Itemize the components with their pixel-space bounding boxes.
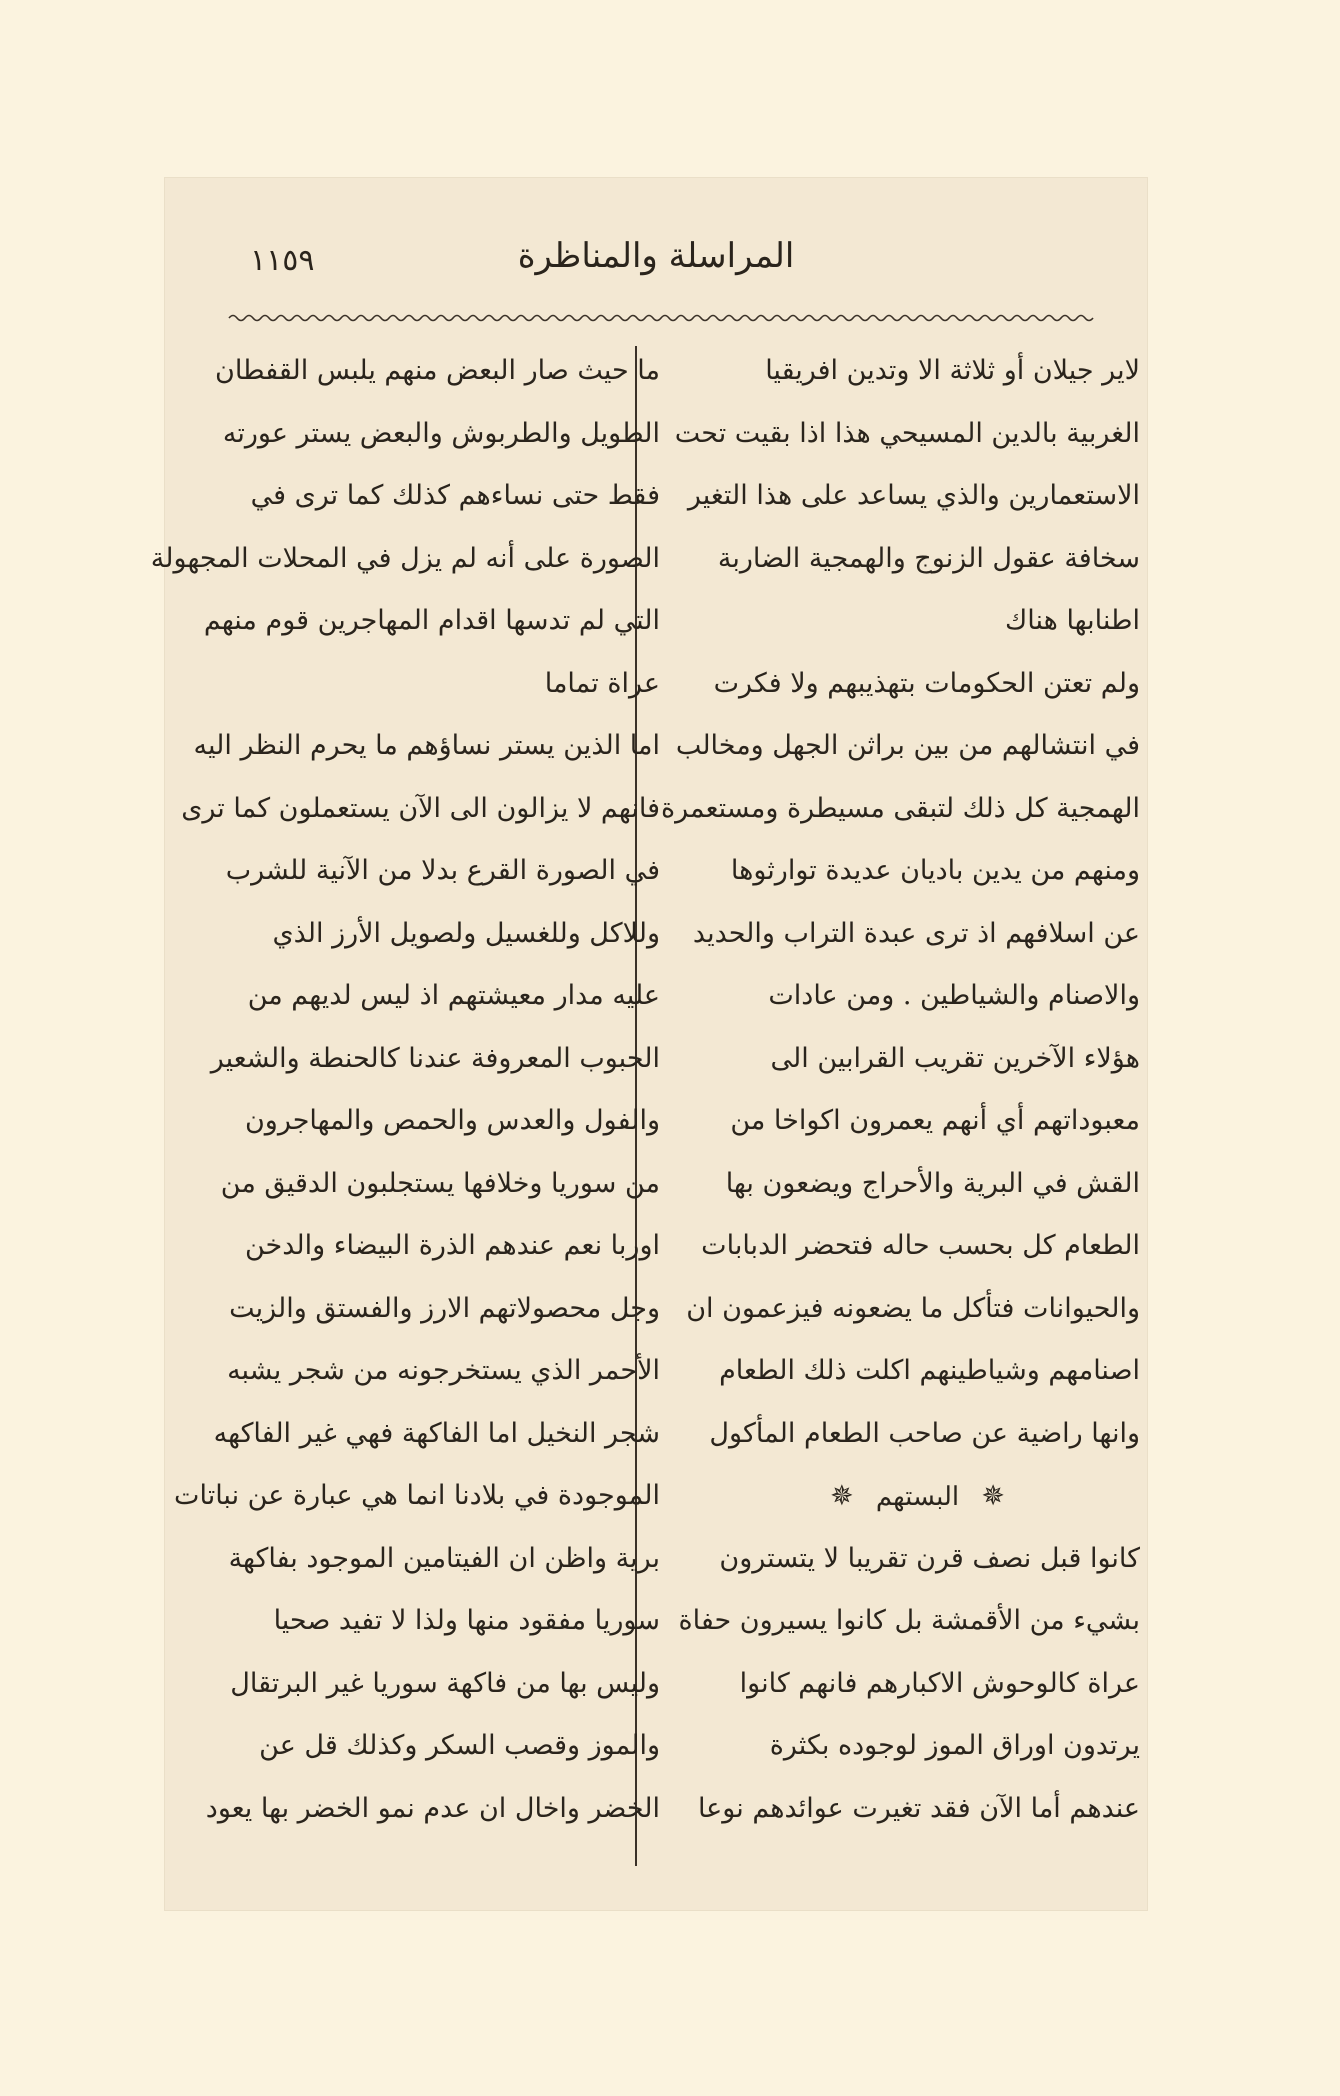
- text-line: سوريا مفقود منها ولذا لا تفيد صحيا: [273, 1605, 660, 1636]
- text-line: معبوداتهم أي أنهم يعمرون اكواخا من: [730, 1105, 1140, 1136]
- text-line: الصورة على أنه لم يزل في المحلات المجهولة: [150, 542, 660, 574]
- text-line: بشيء من الأقمشة بل كانوا يسيرون حفاة: [678, 1605, 1140, 1636]
- text-line: اوربا نعم عندهم الذرة البيضاء والدخن: [244, 1230, 660, 1261]
- text-line: الموجودة في بلادنا انما هي عبارة عن نباتات: [174, 1480, 660, 1511]
- section-heading-text: البستهم: [875, 1482, 960, 1512]
- book-page: [150, 178, 1147, 1910]
- text-line: اما الذين يستر نساؤهم ما يحرم النظر اليه: [193, 730, 660, 761]
- text-line: الخضر واخال ان عدم نمو الخضر بها يعود: [205, 1792, 660, 1824]
- text-line: لاير جيلان أو ثلاثة الا وتدين افريقيا: [765, 355, 1140, 386]
- text-line: اصنامهم وشياطينهم اكلت ذلك الطعام: [719, 1355, 1140, 1386]
- section-heading: [695, 1465, 1140, 1528]
- text-line: الغربية بالدين المسيحي هذا اذا بقيت تحت: [674, 417, 1140, 449]
- ornament-star-icon: ✵: [981, 1479, 1005, 1512]
- text-line: عندهم أما الآن فقد تغيرت عوائدهم نوعا: [697, 1792, 1140, 1824]
- text-line: والموز وقصب السكر وكذلك قل عن: [259, 1730, 660, 1761]
- text-line: فقط حتى نساءهم كذلك كما ترى في: [250, 480, 660, 511]
- text-line: كانوا قبل نصف قرن تقريبا لا يتسترون: [719, 1542, 1140, 1574]
- text-line: شجر النخيل اما الفاكهة فهي غير الفاكهه: [213, 1417, 660, 1449]
- text-line: فانهم لا يزالون الى الآن يستعملون كما ترى: [181, 792, 660, 824]
- page-header: [165, 178, 1147, 308]
- text-line: الاستعمارين والذي يساعد على هذا التغير: [687, 480, 1140, 511]
- text-line: سخافة عقول الزنوج والهمجية الضاربة: [717, 542, 1140, 574]
- text-line: عليه مدار معيشتهم اذ ليس لديهم من: [247, 980, 660, 1011]
- text-line: ما حيث صار البعض منهم يلبس القفطان: [215, 355, 660, 386]
- text-line: القش في البرية والأحراج ويضعون بها: [725, 1167, 1140, 1199]
- text-line: الأحمر الذي يستخرجونه من شجر يشبه: [227, 1355, 660, 1386]
- text-line: ولم تعتن الحكومات بتهذيبهم ولا فكرت: [713, 667, 1140, 699]
- text-columns: [150, 340, 1140, 1880]
- text-line: من سوريا وخلافها يستجلبون الدقيق من: [220, 1167, 660, 1199]
- text-line: الهمجية كل ذلك لتبقى مسيطرة ومستعمرة: [660, 792, 1140, 824]
- text-line: الطعام كل بحسب حاله فتحضر الدبابات: [701, 1230, 1140, 1261]
- text-line: في الصورة القرع بدلا من الآنية للشرب: [225, 855, 660, 886]
- text-line: وليس بها من فاكهة سوريا غير البرتقال: [230, 1667, 660, 1699]
- text-line: والاصنام والشياطين . ومن عادات: [768, 980, 1140, 1011]
- text-line: عراة تماما: [544, 667, 660, 699]
- text-line: التي لم تدسها اقدام المهاجرين قوم منهم: [203, 605, 660, 636]
- left-column: [150, 340, 660, 1840]
- ornament-star-icon: ✵: [830, 1479, 854, 1512]
- page-number: ١١٥٩: [250, 243, 315, 278]
- text-line: والحيوانات فتأكل ما يضعونه فيزعمون ان: [686, 1292, 1140, 1324]
- text-line: برية واظن ان الفيتامين الموجود بفاكهة: [228, 1542, 660, 1574]
- text-line: وجل محصولاتهم الارز والفستق والزيت: [229, 1292, 660, 1324]
- wavy-header-rule: [229, 313, 1095, 323]
- text-line: الحبوب المعروفة عندنا كالحنطة والشعير: [210, 1042, 660, 1074]
- text-line: ومنهم من يدين باديان عديدة توارثوها: [730, 855, 1140, 886]
- text-line: الطويل والطربوش والبعض يستر عورته: [222, 417, 660, 449]
- text-line: عراة كالوحوش الاكبارهم فانهم كانوا: [739, 1667, 1140, 1699]
- text-line: وانها راضية عن صاحب الطعام المأكول: [709, 1417, 1140, 1449]
- text-line: هؤلاء الآخرين تقريب القرابين الى: [770, 1042, 1140, 1074]
- running-title: المراسلة والمناظرة: [517, 236, 795, 276]
- text-line: وللاكل وللغسيل ولصويل الأرز الذي: [272, 917, 660, 949]
- text-line: عن اسلافهم اذ ترى عبدة التراب والحديد: [692, 917, 1140, 949]
- text-line: في انتشالهم من بين براثن الجهل ومخالب: [675, 730, 1140, 761]
- text-line: والفول والعدس والحمص والمهاجرون: [244, 1105, 660, 1136]
- right-column: [660, 340, 1140, 1840]
- text-line: يرتدون اوراق الموز لوجوده بكثرة: [769, 1730, 1140, 1761]
- text-line: اطنابها هناك: [1005, 605, 1140, 636]
